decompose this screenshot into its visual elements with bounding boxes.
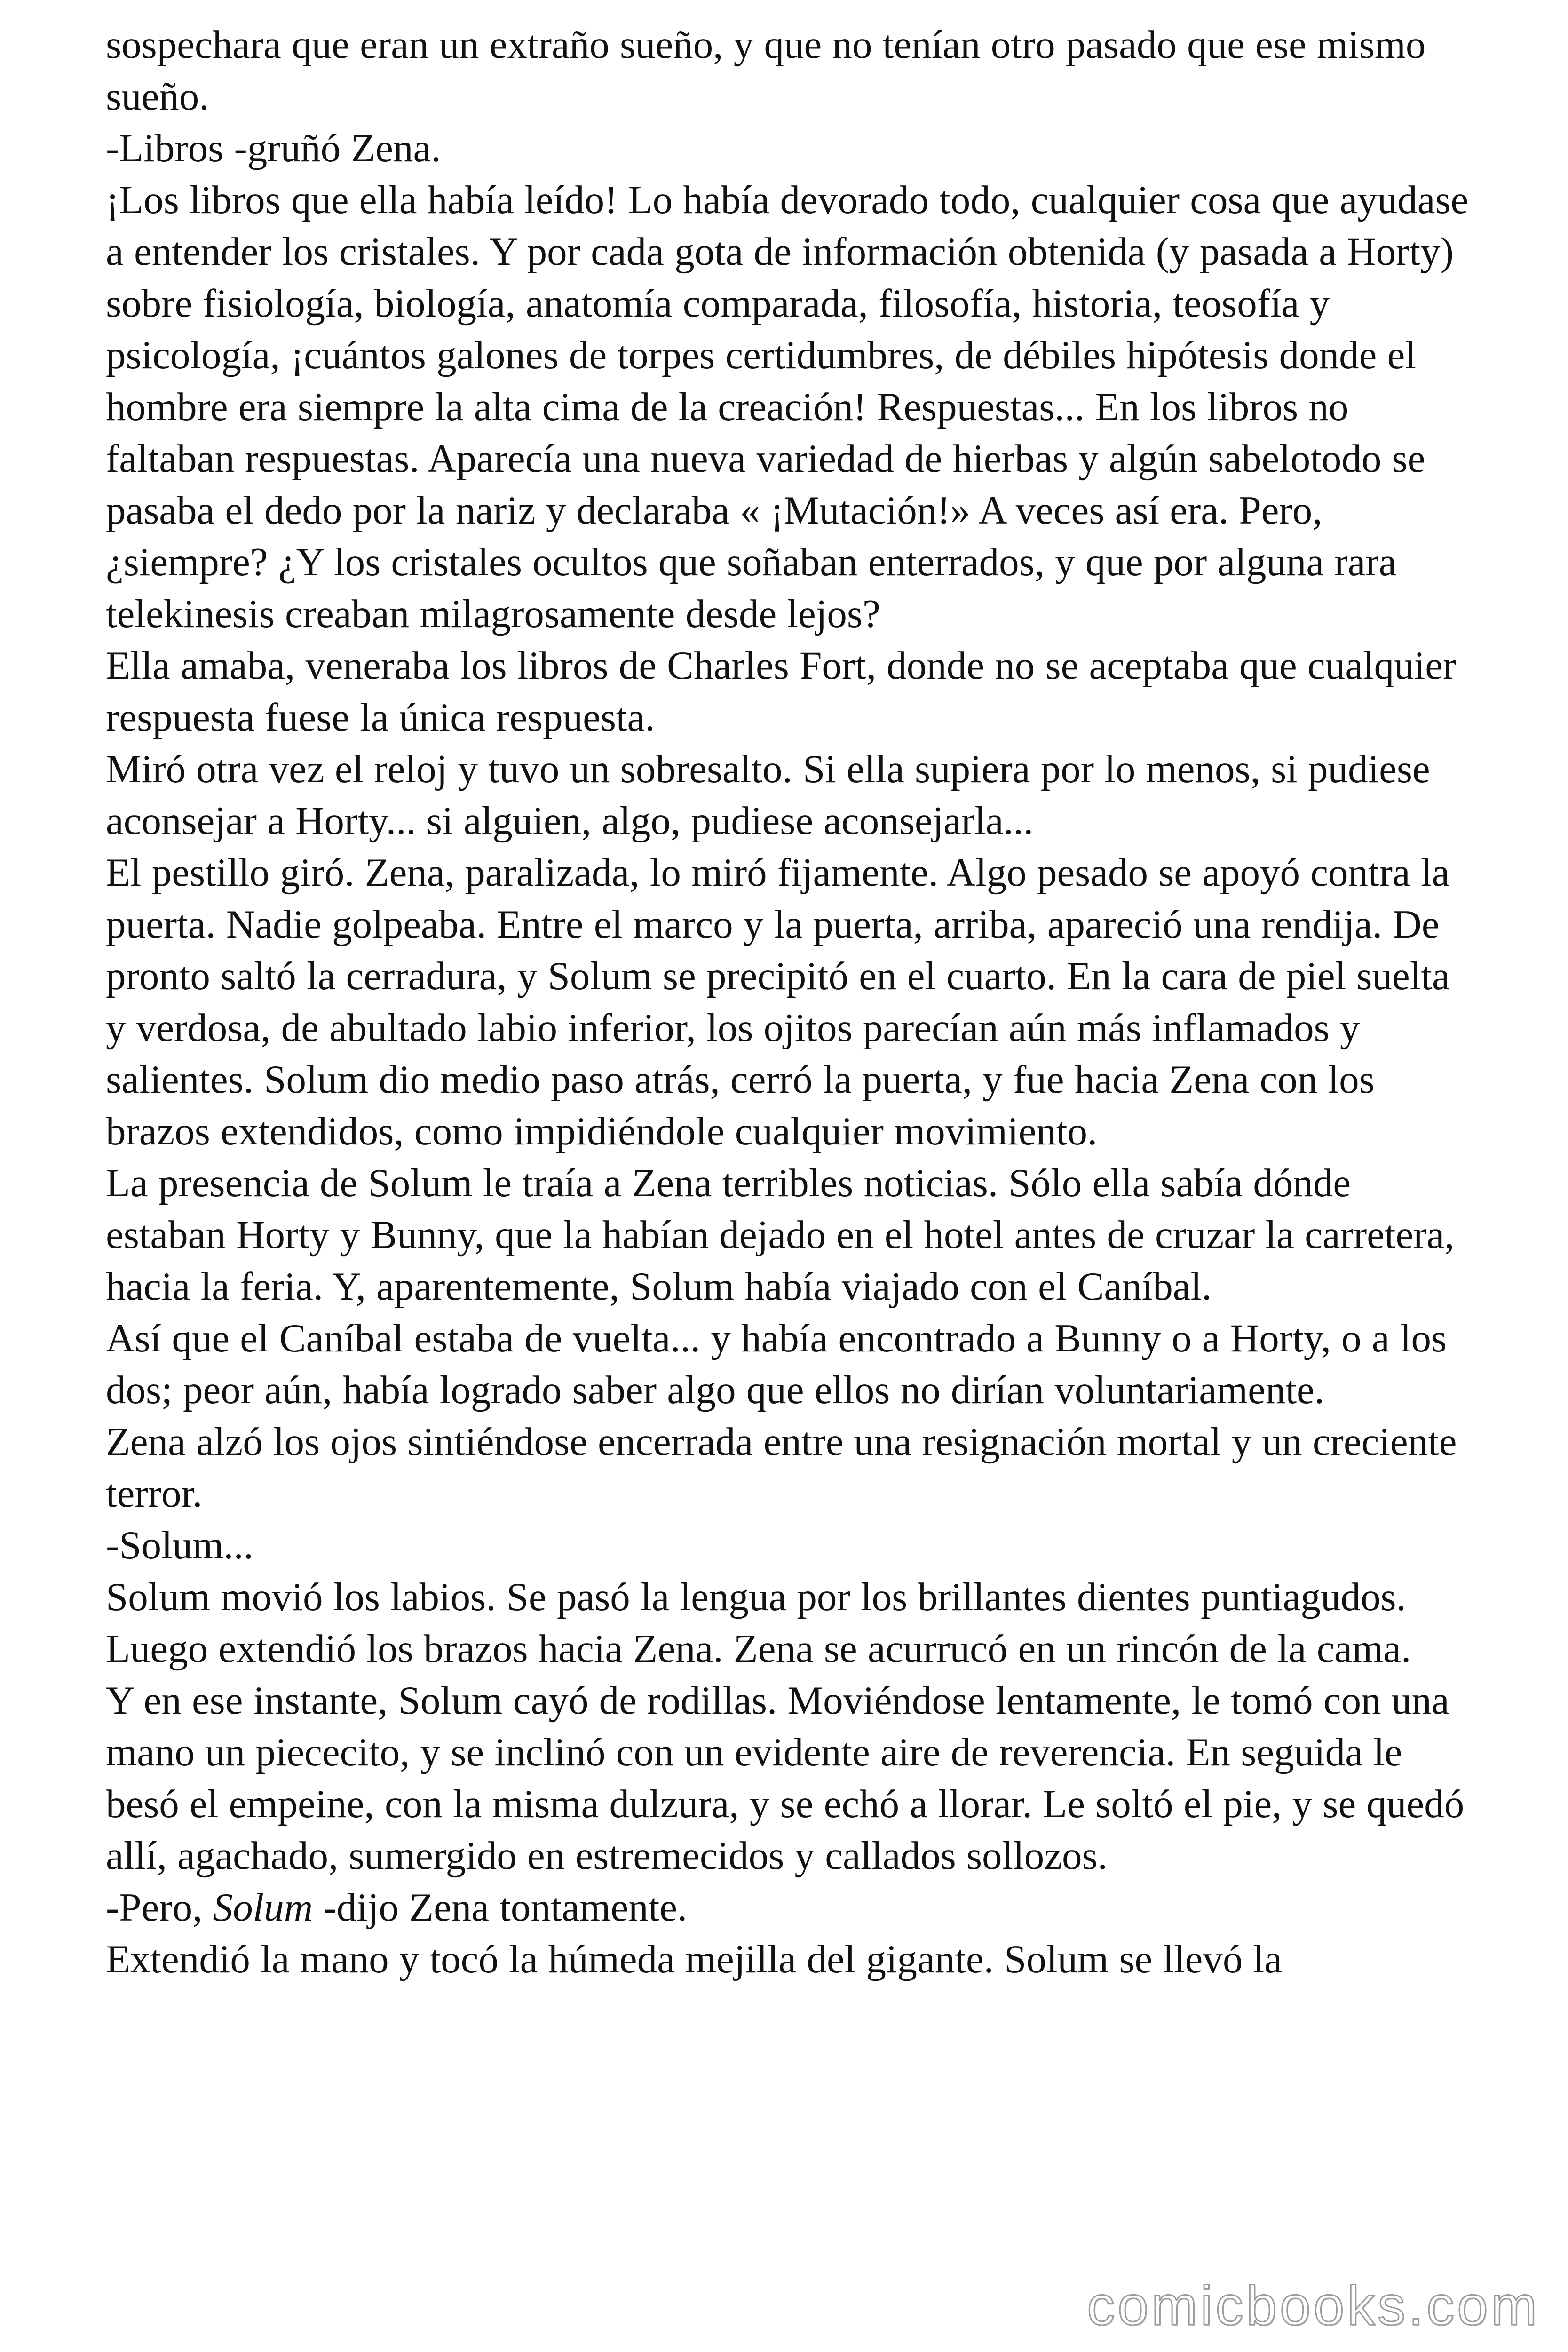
paragraph: El pestillo giró. Zena, paralizada, lo miró fijamente. Algo pesado se apoyó contra la puerta. Nadie golpeaba. Entre el marco y la puerta, arriba, apareció una rendija. De pronto saltó la cerradura, y Solum se precipitó en el cuarto. En la cara de piel suelta y verdosa, de abultado labio inferior, los ojitos parecían aún más inflamados y salientes. Solum dio medio paso atrás, cerró la puerta, y fue hacia Zena con los brazos extendidos, como impidiéndole cualquier movimiento. [106, 850, 1450, 1153]
paragraph: Zena alzó los ojos sintiéndose encerrada entre una resignación mortal y un creciente terror. [106, 1420, 1457, 1516]
paragraph: Así que el Caníbal estaba de vuelta... y había encontrado a Bunny o a Horty, o a los dos; peor aún, había logrado saber algo que ellos no dirían voluntariamente. [106, 1316, 1447, 1412]
speech-after: -dijo Zena tontamente. [313, 1885, 688, 1930]
paragraph: La presencia de Solum le traía a Zena terribles noticias. Sólo ella sabía dónde estaban Horty y Bunny, que la habían dejado en el hotel antes de cruzar la carretera, hacia la feria. Y, aparentemente, Solum había viajado con el Caníbal. [106, 1161, 1455, 1309]
speech-paragraph [106, 1882, 1470, 1933]
watermark-logo: comicbooks.com [1087, 2275, 1540, 2337]
paragraph: -Solum... [106, 1523, 254, 1567]
page-body [106, 19, 1470, 1985]
paragraph: Solum movió los labios. Se pasó la lengua por los brillantes dientes puntiagudos. Luego extendió los brazos hacia Zena. Zena se acurrucó en un rincón de la cama. [106, 1575, 1411, 1671]
paragraph: Ella amaba, veneraba los libros de Charles Fort, donde no se aceptaba que cualquier respuesta fuese la única respuesta. [106, 644, 1457, 739]
paragraph: sospechara que eran un extraño sueño, y que no tenían otro pasado que ese mismo sueño. [106, 23, 1426, 119]
paragraph: -Libros -gruñó Zena. [106, 126, 441, 170]
paragraph: Y en ese instante, Solum cayó de rodillas. Moviéndose lentamente, le tomó con una mano un piececito, y se inclinó con un evidente aire de reverencia. En seguida le besó el empeine, con la misma dulzura, y se echó a llorar. Le soltó el pie, y se quedó allí, agachado, sumergido en estremecidos y callados sollozos. [106, 1678, 1465, 1878]
paragraph-final: Extendió la mano y tocó la húmeda mejilla del gigante. Solum se llevó la [106, 1937, 1282, 1981]
paragraph: ¡Los libros que ella había leído! Lo había devorado todo, cualquier cosa que ayudase a entender los cristales. Y por cada gota de información obtenida (y pasada a Horty) sobre fisiología, biología, anatomía comparada, filosofía, historia, teosofía y psicología, ¡cuántos galones de torpes certidumbres, de débiles hipótesis donde el hombre era siempre la alta cima de la creación! Respuestas... En los libros no faltaban respuestas. Aparecía una nueva variedad de hierbas y algún sabelotodo se pasaba el dedo por la nariz y declaraba « ¡Mutación!» A veces así era. Pero, ¿siempre? ¿Y los cristales ocultos que soñaban enterrados, y que por alguna rara telekinesis creaban milagrosamente desde lejos? [106, 178, 1469, 636]
speech-before: -Pero, [106, 1885, 213, 1930]
paragraph: Miró otra vez el reloj y tuvo un sobresalto. Si ella supiera por lo menos, si pudiese aconsejar a Horty... si alguien, algo, pudiese aconsejarla... [106, 747, 1430, 843]
speech-italic-name: Solum [213, 1885, 313, 1930]
